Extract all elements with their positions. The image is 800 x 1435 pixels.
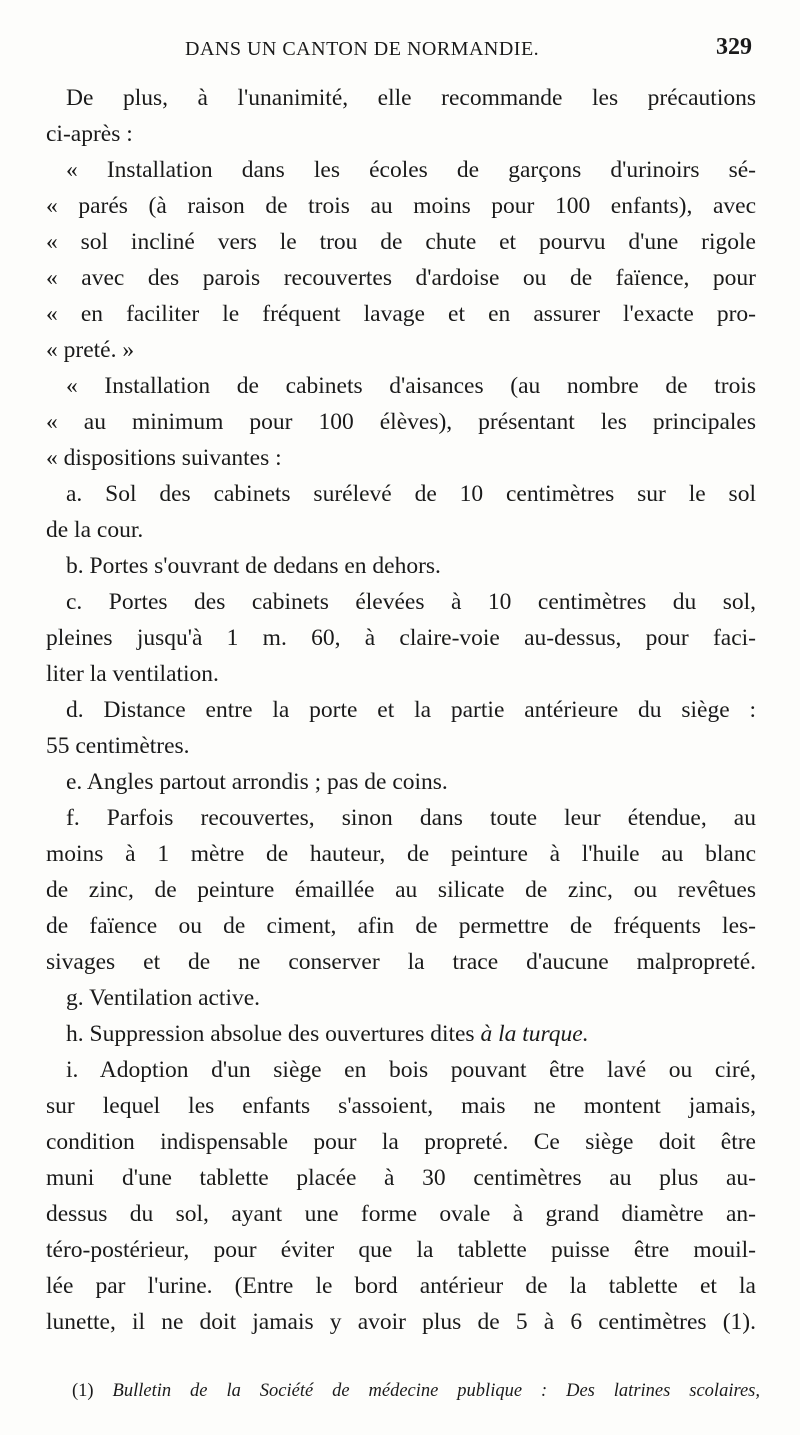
text-line: de faïence ou de ciment, afin de permettre de fréquents les- (46, 913, 756, 939)
text-line: « en faciliter le fréquent lavage et en assurer l'exacte pro- (46, 301, 756, 327)
text-line: « parés (à raison de trois au moins pour 100 enfants), avec (46, 193, 756, 219)
text-line: moins à 1 mètre de hauteur, de peinture à l'huile au blanc (46, 841, 756, 867)
text-line: lée par l'urine. (Entre le bord antérieur de la tablette et la (46, 1273, 756, 1299)
body-text (46, 80, 756, 1340)
text-line: f. Parfois recouvertes, sinon dans toute leur étendue, au (66, 805, 756, 831)
text-line: 55 centimètres. (46, 733, 190, 759)
text-line: muni d'une tablette placée à 30 centimètres au plus au- (46, 1165, 756, 1191)
text-line: « sol incliné vers le trou de chute et pourvu d'une rigole (46, 229, 756, 255)
text-line: De plus, à l'unanimité, elle recommande les précautions (66, 85, 756, 111)
text-line: a. Sol des cabinets surélevé de 10 centimètres sur le sol (66, 481, 756, 507)
text-line: « preté. » (46, 337, 135, 363)
text-line: d. Distance entre la porte et la partie antérieure du siège : (66, 697, 756, 723)
text-line: de zinc, de peinture émaillée au silicate de zinc, ou revêtues (46, 877, 756, 903)
text-line: i. Adoption d'un siège en bois pouvant être lavé ou ciré, (66, 1057, 756, 1083)
page-header (0, 34, 800, 68)
page-number: 329 (716, 34, 752, 60)
text-line: liter la ventilation. (46, 661, 219, 687)
text-line-h (46, 1016, 756, 1052)
text-line: condition indispensable pour la propreté. Ce siège doit être (46, 1129, 756, 1155)
text-line: « dispositions suivantes : (46, 445, 282, 471)
footnote-text: Bulletin de la Société de médecine publique : Des latrines scolaires, (112, 1381, 761, 1401)
footnote (72, 1378, 760, 1404)
text-line: sivages et de ne conserver la trace d'aucune malpropreté. (46, 949, 756, 975)
text-line: « Installation de cabinets d'aisances (au nombre de trois (66, 373, 756, 399)
text-line: « Installation dans les écoles de garçons d'urinoirs sé- (66, 157, 756, 183)
text-line: g. Ventilation active. (66, 985, 261, 1011)
text-line: téro-postérieur, pour éviter que la tablette puisse être mouil- (46, 1237, 756, 1263)
footnote-marker: (1) (72, 1381, 94, 1401)
text-line: ci-après : (46, 121, 133, 147)
text-line-h-main: h. Suppression absolue des ouvertures dites (66, 1021, 475, 1047)
text-line: b. Portes s'ouvrant de dedans en dehors. (66, 553, 441, 579)
text-line: de la cour. (46, 517, 144, 543)
running-title: DANS UN CANTON DE NORMANDIE. (185, 38, 540, 60)
text-line: « au minimum pour 100 élèves), présentant les principales (46, 409, 756, 435)
text-line: « avec des parois recouvertes d'ardoise ou de faïence, pour (46, 265, 756, 291)
text-line: lunette, il ne doit jamais y avoir plus de 5 à 6 centimètres (1). (46, 1309, 756, 1335)
a-la-turque: à la turque. (480, 1021, 589, 1047)
text-line: dessus du sol, ayant une forme ovale à grand diamètre an- (46, 1201, 756, 1227)
text-line: pleines jusqu'à 1 m. 60, à claire-voie au-dessus, pour faci- (46, 625, 756, 651)
text-line: c. Portes des cabinets élevées à 10 centimètres du sol, (66, 589, 756, 615)
text-line: e. Angles partout arrondis ; pas de coins. (66, 769, 448, 795)
text-line: sur lequel les enfants s'assoient, mais ne montent jamais, (46, 1093, 756, 1119)
